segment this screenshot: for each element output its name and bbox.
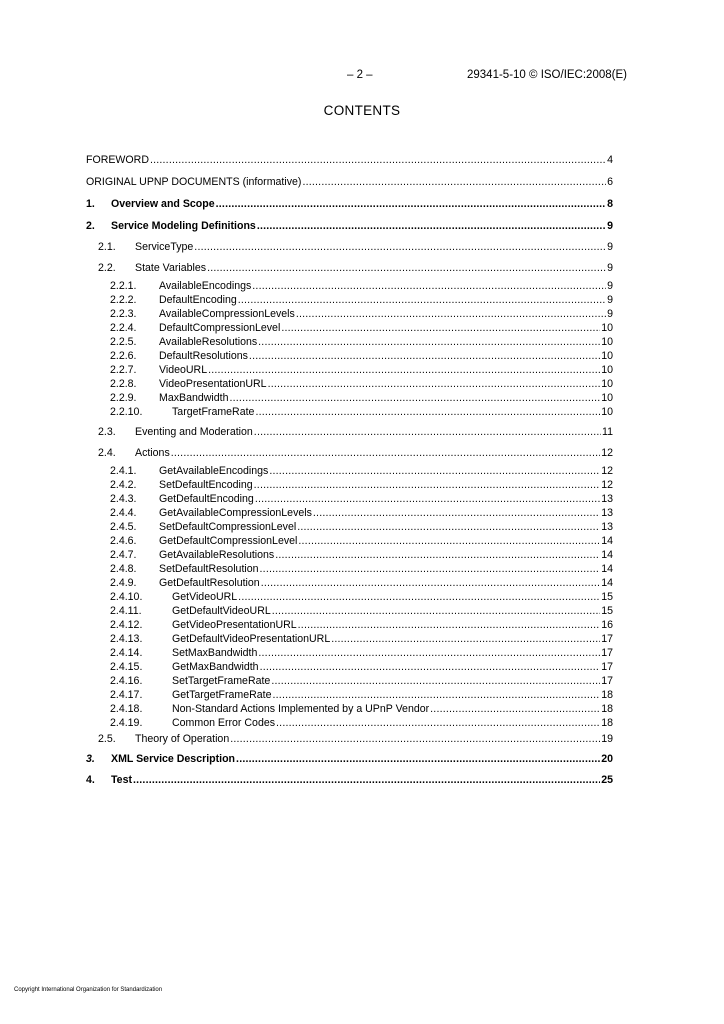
toc-entry-page: 9 [607,308,613,320]
toc-entry-number: 2.4.3. [110,493,137,505]
toc-entry-number: 2.4.11. [110,605,142,617]
toc-entry [110,405,613,419]
toc-dot-leader [272,604,600,618]
toc-entry-page: 10 [601,364,613,376]
toc-entry-number: 2.5. [98,733,116,745]
toc-entry-number: 2.2.1. [110,280,137,292]
toc-entry-label: AvailableResolutions [159,336,258,348]
toc-entry [110,562,613,576]
toc-dot-leader [254,425,601,439]
toc-entry [110,534,613,548]
toc-entry-label: GetDefaultCompressionLevel [159,535,298,547]
toc-entry-label: ServiceType [135,241,194,253]
toc-entry [86,175,613,189]
toc-entry-label: Non-Standard Actions Implemented by a UPnP Vendor [172,703,430,715]
toc-dot-leader [271,674,600,688]
toc-entry-number: 2.4.14. [110,647,143,659]
toc-dot-leader [275,548,600,562]
toc-entry [110,293,613,307]
toc-entry-label: GetAvailableResolutions [159,549,275,561]
toc-entry-page: 16 [601,619,613,631]
toc-dot-leader [298,618,601,632]
toc-entry-page: 9 [607,262,613,274]
toc-entry-number: 2.4.19. [110,717,143,729]
toc-entry-page: 20 [601,753,613,765]
toc-dot-leader [150,153,606,167]
toc-dot-leader [171,446,600,460]
toc-entry-page: 10 [601,350,613,362]
toc-dot-leader [208,363,600,377]
toc-dot-leader [260,660,601,674]
toc-entry-page: 10 [601,378,613,390]
toc-dot-leader [230,391,601,405]
toc-entry-page: 11 [602,426,613,438]
toc-entry [110,349,613,363]
toc-entry-label: Common Error Codes [172,717,276,729]
toc-dot-leader [430,702,600,716]
toc-entry-number: 2.4.12. [110,619,143,631]
toc-entry-label: DefaultCompressionLevel [159,322,281,334]
toc-entry [110,674,613,688]
toc-entry [110,688,613,702]
document-id: 29341-5-10 © ISO/IEC:2008(E) [467,69,627,81]
toc-dot-leader [257,219,606,233]
toc-entry-number: 2.2.6. [110,350,137,362]
toc-dot-leader [238,590,600,604]
toc-entry-page: 9 [607,241,613,253]
toc-entry-number: 2.4.9. [110,577,137,589]
toc-entry [110,660,613,674]
toc-entry [110,492,613,506]
toc-dot-leader [313,506,600,520]
toc-entry-page: 25 [601,774,613,786]
toc-entry-label: SetDefaultEncoding [159,479,253,491]
toc-entry-page: 6 [607,176,613,188]
toc-dot-leader [297,520,600,534]
toc-dot-leader [238,293,606,307]
toc-entry-page: 12 [601,465,613,477]
toc-entry-label: Service Modeling Definitions [111,220,256,232]
toc-entry-number: 2.2.5. [110,336,137,348]
toc-dot-leader [258,646,600,660]
toc-dot-leader [230,732,600,746]
toc-entry [110,321,613,335]
toc-entry [110,576,613,590]
toc-entry-page: 17 [601,675,613,687]
toc-dot-leader [261,576,601,590]
toc-entry [98,446,613,460]
toc-entry [98,261,613,275]
toc-entry-number: 2.4.10. [110,591,143,603]
toc-entry-number: 2.4.2. [110,479,137,491]
toc-entry-page: 9 [607,280,613,292]
toc-entry-label: FOREWORD [86,154,149,166]
toc-entry-page: 10 [601,392,613,404]
toc-dot-leader [258,335,600,349]
toc-entry [110,335,613,349]
page-title: CONTENTS [323,103,401,118]
toc-dot-leader [296,307,606,321]
toc-entry-number: 4. [86,774,95,786]
toc-entry [98,732,613,746]
toc-entry-label: State Variables [135,262,207,274]
toc-entry [110,604,613,618]
toc-entry-label: ORIGINAL UPNP DOCUMENTS (informative) [86,176,302,188]
toc-entry-label: XML Service Description [111,753,236,765]
toc-entry-page: 13 [601,493,613,505]
toc-entry-label: GetDefaultResolution [159,577,260,589]
toc-dot-leader [302,175,606,189]
toc-dot-leader [273,688,601,702]
toc-entry-page: 18 [601,703,613,715]
toc-entry-number: 2.4.15. [110,661,143,673]
toc-entry-page: 13 [601,521,613,533]
toc-entry-label: VideoURL [159,364,208,376]
toc-entry-label: SetDefaultResolution [159,563,259,575]
toc-entry [110,464,613,478]
toc-entry-page: 8 [607,198,613,210]
toc-entry-label: GetMaxBandwidth [172,661,259,673]
toc-entry-page: 14 [601,577,613,589]
toc-entry [110,307,613,321]
toc-entry [110,377,613,391]
toc-dot-leader [254,478,601,492]
toc-entry [110,646,613,660]
toc-entry-page: 9 [607,220,613,232]
toc-entry-number: 2.4.1. [110,465,137,477]
toc-entry-label: GetTargetFrameRate [172,689,272,701]
toc-entry-number: 2.2.8. [110,378,137,390]
toc-entry-page: 15 [601,605,613,617]
page-number: – 2 – [347,69,373,81]
toc-entry-page: 10 [601,336,613,348]
toc-entry [86,153,613,167]
toc-dot-leader [194,240,606,254]
toc-entry [110,702,613,716]
toc-entry-page: 14 [601,535,613,547]
toc-dot-leader [276,716,600,730]
toc-entry [98,425,613,439]
toc-entry-page: 19 [601,733,613,745]
toc-entry [110,520,613,534]
toc-entry-page: 17 [601,661,613,673]
toc-entry [110,548,613,562]
toc-entry-number: 2.3. [98,426,116,438]
toc-entry-page: 18 [601,689,613,701]
toc-dot-leader [331,632,600,646]
toc-entry [110,506,613,520]
toc-entry-label: DefaultEncoding [159,294,237,306]
toc-entry [110,478,613,492]
toc-entry-page: 12 [601,447,613,459]
toc-entry-label: AvailableCompressionLevels [159,308,295,320]
toc-entry-label: DefaultResolutions [159,350,248,362]
toc-dot-leader [255,405,600,419]
toc-entry-label: MaxBandwidth [159,392,229,404]
toc-entry-number: 2.2.9. [110,392,137,404]
copyright-footer: Copyright International Organization for Standardization [14,987,163,993]
toc-entry-number: 2.4.18. [110,703,143,715]
toc-dot-leader [260,562,601,576]
toc-entry-label: GetDefaultVideoURL [172,605,271,617]
toc-entry-page: 9 [607,294,613,306]
toc-entry-label: SetTargetFrameRate [172,675,271,687]
toc-entry-number: 2.4.8. [110,563,137,575]
toc-entry-page: 10 [601,406,613,418]
toc-entry [110,716,613,730]
toc-dot-leader [252,279,606,293]
toc-entry-label: Eventing and Moderation [135,426,253,438]
toc-entry-label: Theory of Operation [135,733,230,745]
toc-entry [86,197,613,211]
toc-entry [98,240,613,254]
toc-entry [110,632,613,646]
toc-entry [110,590,613,604]
toc-entry-page: 13 [601,507,613,519]
toc-entry-page: 12 [601,479,613,491]
toc-entry-number: 3. [86,753,95,765]
toc-entry-label: SetMaxBandwidth [172,647,258,659]
toc-entry-number: 2.2. [98,262,116,274]
toc-entry-number: 2.4.13. [110,633,143,645]
toc-entry-page: 18 [601,717,613,729]
toc-entry-label: GetVideoURL [172,591,238,603]
toc-entry-number: 2.2.3. [110,308,137,320]
toc-entry-number: 2.4.7. [110,549,137,561]
toc-entry-number: 2.4.5. [110,521,137,533]
toc-entry-number: 2.4.17. [110,689,143,701]
toc-entry-label: Test [111,774,132,786]
toc-dot-leader [298,534,600,548]
toc-entry-number: 2.4.6. [110,535,137,547]
toc-entry [110,391,613,405]
toc-entry-page: 17 [601,647,613,659]
toc-entry-number: 2.4. [98,447,116,459]
toc-entry-page: 4 [607,154,613,166]
toc-entry-number: 2.1. [98,241,116,253]
toc-entry [86,773,613,787]
toc-dot-leader [281,321,600,335]
page-header [0,69,724,85]
toc-entry-label: GetDefaultVideoPresentationURL [172,633,331,645]
toc-entry-label: GetDefaultEncoding [159,493,254,505]
toc-dot-leader [249,349,600,363]
toc-entry [86,752,613,766]
toc-entry-number: 1. [86,198,95,210]
toc-entry [110,279,613,293]
toc-dot-leader [269,464,600,478]
toc-entry-page: 15 [601,591,613,603]
toc-dot-leader [216,197,606,211]
toc-entry-label: TargetFrameRate [172,406,255,418]
toc-entry-page: 14 [601,549,613,561]
toc-dot-leader [133,773,600,787]
toc-entry-number: 2.4.16. [110,675,143,687]
toc-entry-number: 2.2.4. [110,322,137,334]
toc-entry-label: VideoPresentationURL [159,378,267,390]
toc-dot-leader [207,261,606,275]
toc-entry-label: GetVideoPresentationURL [172,619,297,631]
toc-entry [110,618,613,632]
toc-dot-leader [255,492,600,506]
toc-entry-page: 17 [601,633,613,645]
toc-entry-number: 2.2.2. [110,294,137,306]
toc-entry-label: GetAvailableEncodings [159,465,269,477]
toc-entry [110,363,613,377]
toc-entry-number: 2. [86,220,95,232]
toc-entry-label: Actions [135,447,170,459]
toc-entry-number: 2.2.10. [110,406,143,418]
toc-entry-number: 2.4.4. [110,507,137,519]
toc-entry-page: 10 [601,322,613,334]
toc-entry-label: GetAvailableCompressionLevels [159,507,312,519]
toc-dot-leader [236,752,600,766]
toc-entry-number: 2.2.7. [110,364,137,376]
toc-entry [86,219,613,233]
toc-entry-label: AvailableEncodings [159,280,252,292]
toc-dot-leader [268,377,601,391]
toc-entry-label: SetDefaultCompressionLevel [159,521,297,533]
toc-entry-label: Overview and Scope [111,198,215,210]
toc-entry-page: 14 [601,563,613,575]
